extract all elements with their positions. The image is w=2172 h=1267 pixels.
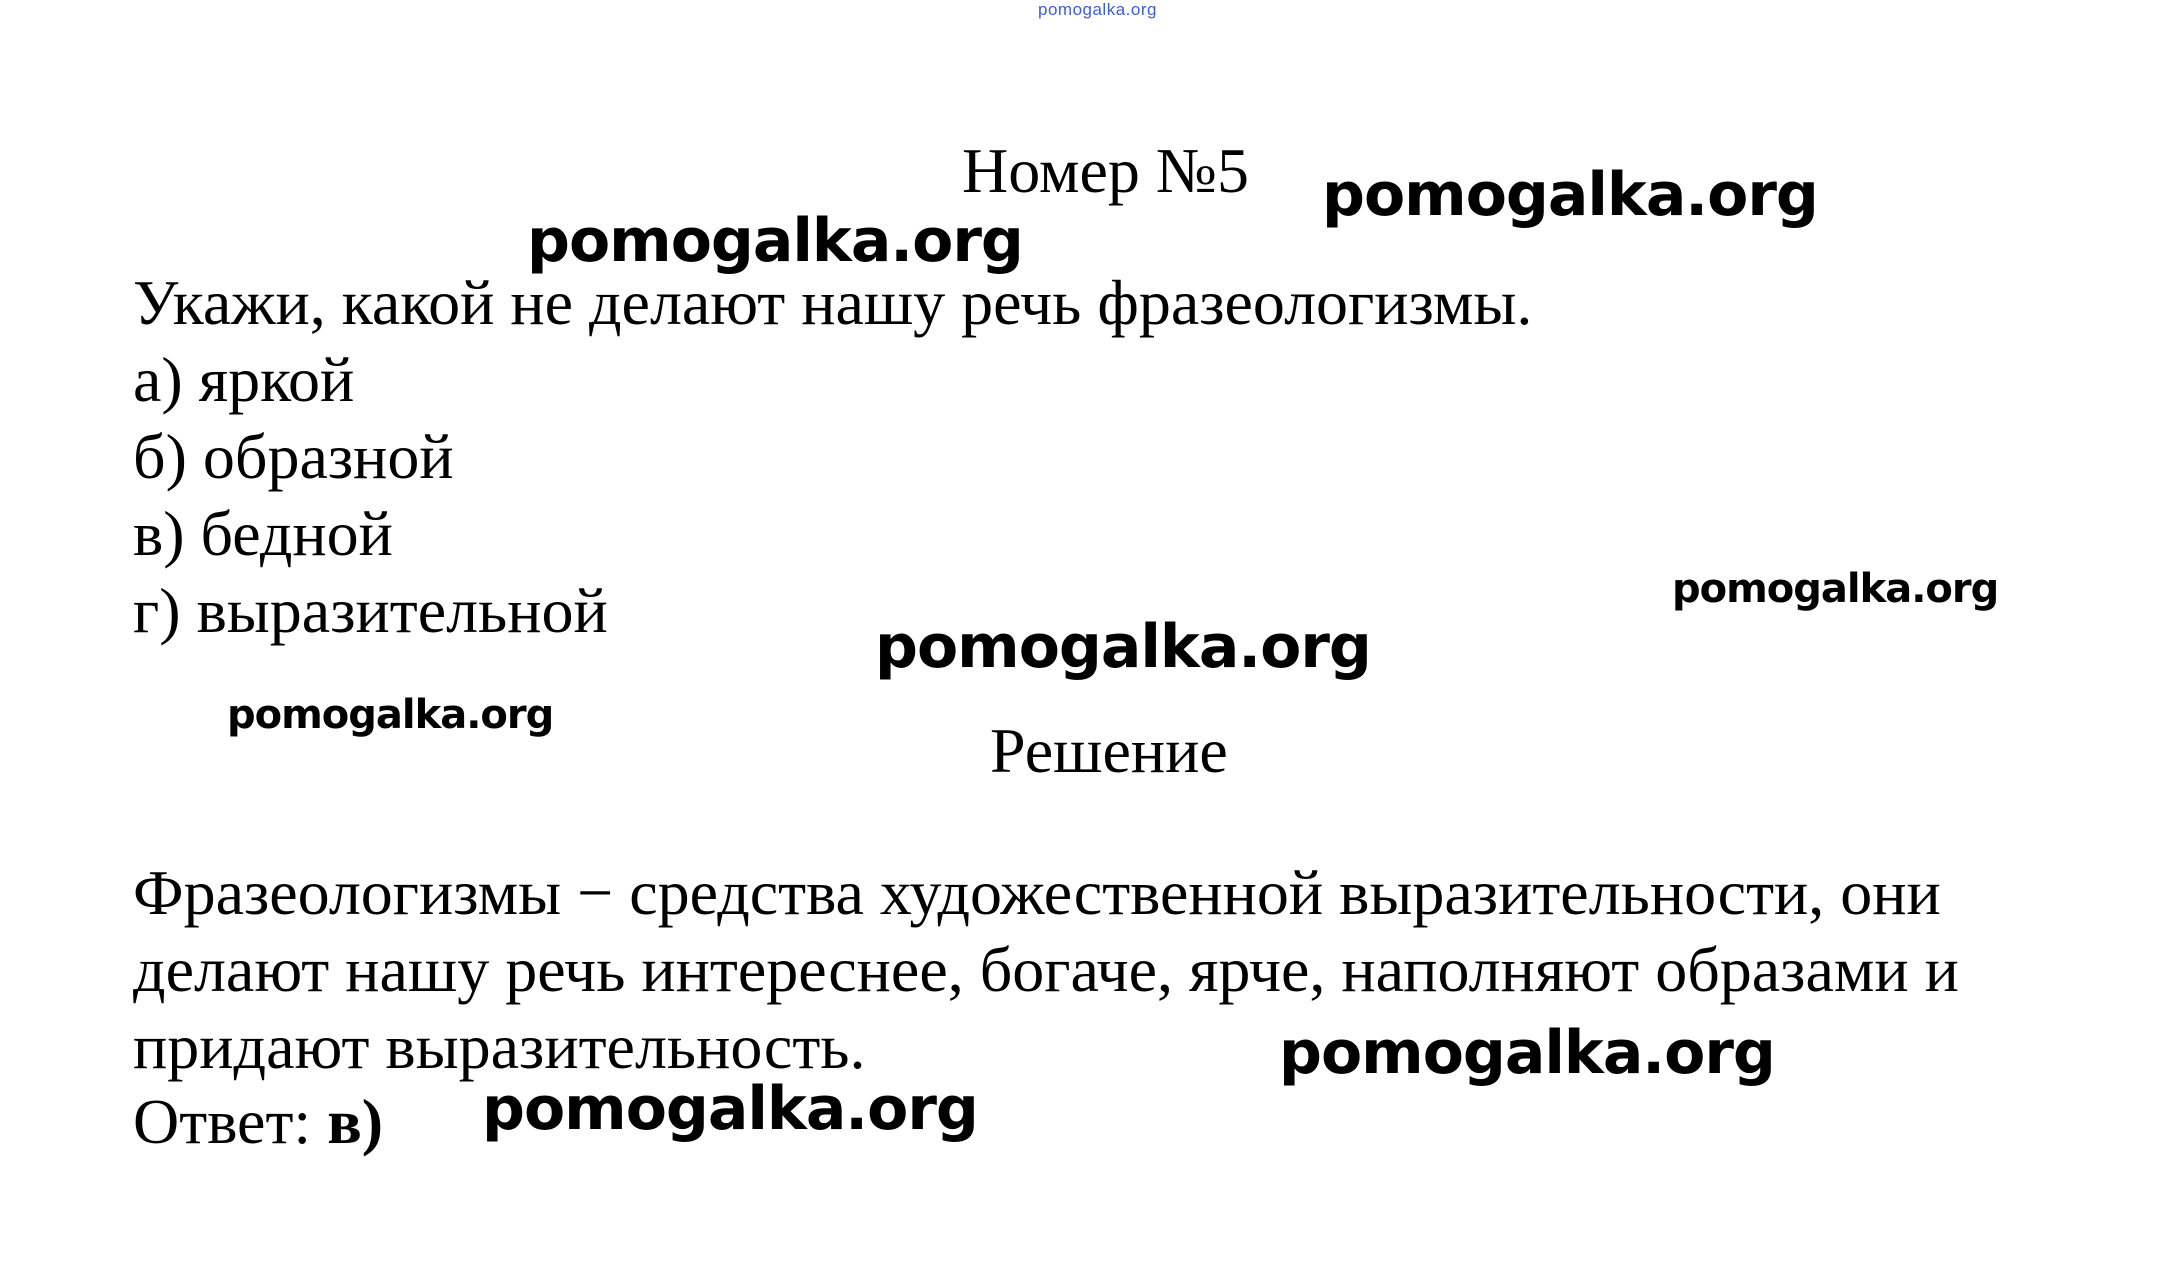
site-link[interactable]: pomogalka.org: [1038, 0, 1157, 19]
answer-label: Ответ:: [133, 1086, 328, 1157]
watermark: pomogalka.org: [875, 612, 1371, 682]
task-title: Номер №5: [962, 135, 1249, 206]
watermark: pomogalka.org: [1279, 1018, 1775, 1088]
watermark: pomogalka.org: [227, 692, 554, 738]
option-b: б) образной: [133, 421, 454, 492]
solution-title: Решение: [990, 715, 1228, 786]
option-d: г) выразительной: [133, 575, 608, 646]
watermark: pomogalka.org: [1322, 160, 1818, 230]
option-c: в) бедной: [133, 498, 393, 569]
task-question: Укажи, какой не делают нашу речь фразеологизмы.: [133, 267, 1533, 338]
watermark: pomogalka.org: [1672, 566, 1999, 612]
watermark: pomogalka.org: [482, 1074, 978, 1144]
option-a: а) яркой: [133, 344, 355, 415]
answer-value: в): [327, 1086, 384, 1157]
solution-text: Фразеологизмы − средства художественной выразительности, они делают нашу речь интереснее, богаче, ярче, наполняют образами и придают выразительность.: [133, 857, 1959, 1082]
answer-line: [133, 1085, 383, 1159]
watermark: pomogalka.org: [527, 206, 1023, 276]
